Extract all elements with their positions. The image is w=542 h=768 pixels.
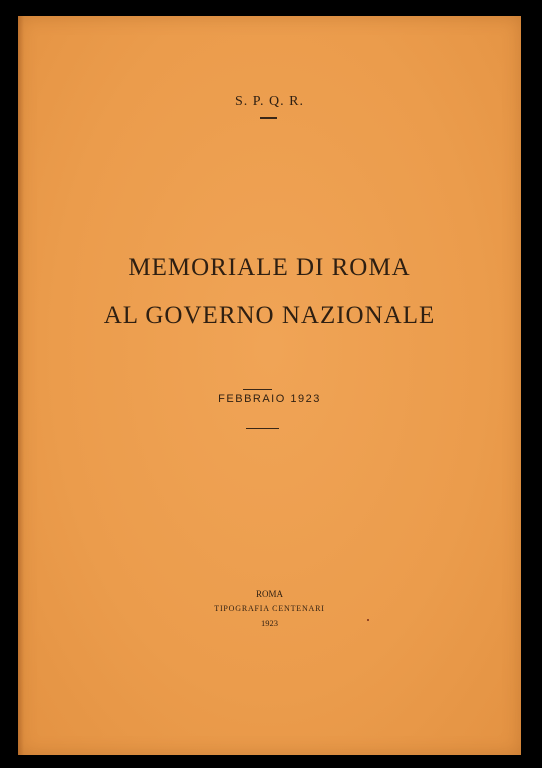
imprint-printer: TIPOGRAFIA CENTENARI — [214, 604, 325, 613]
header-divider — [260, 117, 277, 119]
paper-speck — [367, 619, 369, 621]
date-rule-bottom — [246, 428, 279, 429]
publication-date: FEBBRAIO 1923 — [218, 393, 321, 405]
date-rule-top — [243, 389, 272, 390]
document-cover — [18, 16, 521, 755]
imprint-year: 1923 — [261, 618, 278, 628]
cover-header: S. P. Q. R. — [235, 94, 304, 109]
title-line-1: MEMORIALE DI ROMA — [128, 254, 411, 281]
imprint-city: ROMA — [255, 589, 283, 599]
title-line-2: AL GOVERNO NAZIONALE — [103, 302, 436, 329]
